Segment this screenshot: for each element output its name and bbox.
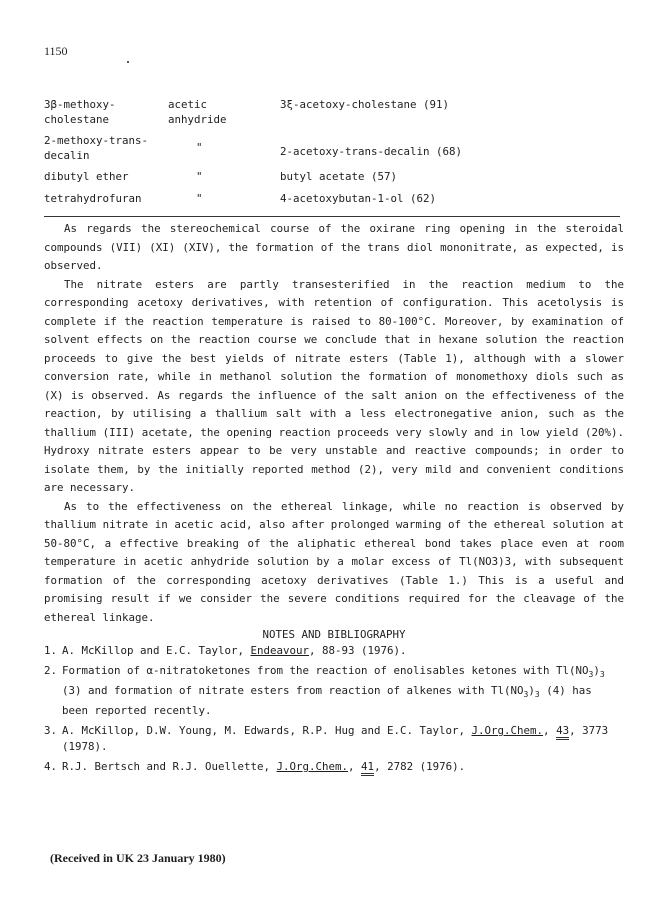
volume-number: 41: [361, 760, 374, 776]
table-bottom-rule: [44, 216, 620, 217]
note-item: [44, 759, 624, 775]
reagent-cell: [168, 140, 203, 155]
substrate-cell: 3β-methoxy- cholestane: [44, 98, 116, 126]
subscript: 3: [588, 670, 594, 680]
note-item: [44, 643, 624, 659]
paragraph-ethereal-linkage: As to the effectiveness on the ethereal linkage, while no reaction is observed by thallium nitrate in acetic acid, also after prolonged warming of the ethereal solution at 50-80°C, a effective breaking of the aliphatic ethereal bond takes place even at room temperature in acetic anhydride solution by a molar excess of Tl(NO3)3, with subsequent formation of the corresponding acetoxy derivatives (Table 1.) This is a useful and promising result if we consider the severe conditions required for the cleavage of the ethereal linkage.: [44, 499, 624, 624]
note-number: 4.: [44, 760, 58, 774]
note-citation: , 2782 (1976).: [374, 760, 466, 774]
note-item: [44, 663, 624, 719]
reagent-cell: [168, 169, 203, 184]
substrate-cell: tetrahydrofuran: [44, 192, 142, 205]
body-text: [44, 220, 624, 779]
product-cell: 3ξ-acetoxy-cholestane (91): [280, 98, 450, 111]
print-speck: [127, 61, 129, 63]
paragraph-transesterification: The nitrate esters are partly transesterified in the reaction medium to the corresponding acetoxy derivatives, with retention of configuration. This acetolysis is complete if the reaction temperature is raised to 80-100°C. Moreover, by examination of solvent effects on the reaction course we conclude that in hexane solution the reaction proceeds to give the best yields of nitrate esters (Table 1), although with a slower conversion rate, while in methanol solution the formation of monomethoxy diols such as (X) is observed. As regards the influence of the salt anion on the effectiveness of the reaction, by utilising a thallium salt with a less electronegative anion, such as the thallium (III) acetate, the opening reaction proceeds very slowly and in low yield (20%). Hydroxy nitrate esters appear to be very unstable and reactive compounds; in order to isolate them, by the initially reported method (2), very mild and convenient conditions are necessary.: [44, 277, 624, 494]
note-number: 1.: [44, 644, 58, 657]
table-row: [44, 133, 618, 169]
substrate-cell: dibutyl ether: [44, 170, 129, 183]
paragraph-stereochemistry: As regards the stereochemical course of the oxirane ring opening in the steroidal compounds (VII) (XI) (XIV), the formation of the trans diol mononitrate, as expected, is observed.: [44, 222, 624, 272]
received-date: (Received in UK 23 January 1980): [50, 851, 226, 865]
note-number: 3.: [44, 724, 58, 738]
note-authors: A. McKillop, D.W. Young, M. Edwards, R.P. Hug and E.C. Taylor,: [62, 724, 472, 738]
substrate-cell: 2-methoxy-trans- decalin: [44, 134, 149, 162]
volume-number: 43: [556, 724, 569, 740]
note-text: ): [528, 684, 535, 698]
product-cell: 4-acetoxybutan-1-ol (62): [280, 192, 437, 205]
note-separator: ,: [348, 760, 362, 774]
note-text: (4) has been reported recently.: [62, 684, 592, 718]
subscript: 3: [599, 670, 605, 680]
note-authors: R.J. Bertsch and R.J. Ouellette,: [62, 760, 277, 774]
table-row: [44, 97, 618, 133]
subscript: 3: [523, 690, 529, 700]
subscript: 3: [534, 690, 540, 700]
journal-name: J.Org.Chem.: [471, 724, 544, 738]
product-cell: 2-acetoxy-trans-decalin (68): [280, 145, 463, 158]
table-row: [44, 169, 618, 191]
note-separator: ,: [543, 724, 557, 738]
note-text: (3) and formation of nitrate esters from reaction of alkenes with Tl(NO: [62, 684, 524, 698]
note-citation: , 88-93 (1976).: [309, 644, 407, 657]
ditto-mark: ": [196, 192, 203, 205]
note-text: ): [593, 664, 600, 677]
notes-title: NOTES AND BIBLIOGRAPHY: [262, 628, 406, 641]
note-authors: A. McKillop and E.C. Taylor,: [62, 644, 251, 657]
reagent-cell: [168, 191, 203, 206]
reaction-table: [44, 97, 618, 209]
table-row: [44, 191, 618, 209]
product-cell: butyl acetate (57): [280, 170, 398, 183]
note-number: 2.: [44, 664, 58, 677]
page-number: 1150: [44, 44, 68, 58]
ditto-mark: ": [196, 141, 203, 154]
bibliography: [44, 643, 624, 775]
journal-name: Endeavour: [250, 644, 310, 657]
journal-name: J.Org.Chem.: [276, 760, 349, 774]
reagent-cell: acetic anhydride: [168, 98, 227, 126]
note-item: [44, 723, 624, 755]
note-citation: , 3773 (1978).: [62, 724, 609, 754]
note-text: Formation of α-nitratoketones from the reaction of enolisables ketones with Tl(NO: [62, 664, 589, 677]
ditto-mark: ": [196, 170, 203, 183]
